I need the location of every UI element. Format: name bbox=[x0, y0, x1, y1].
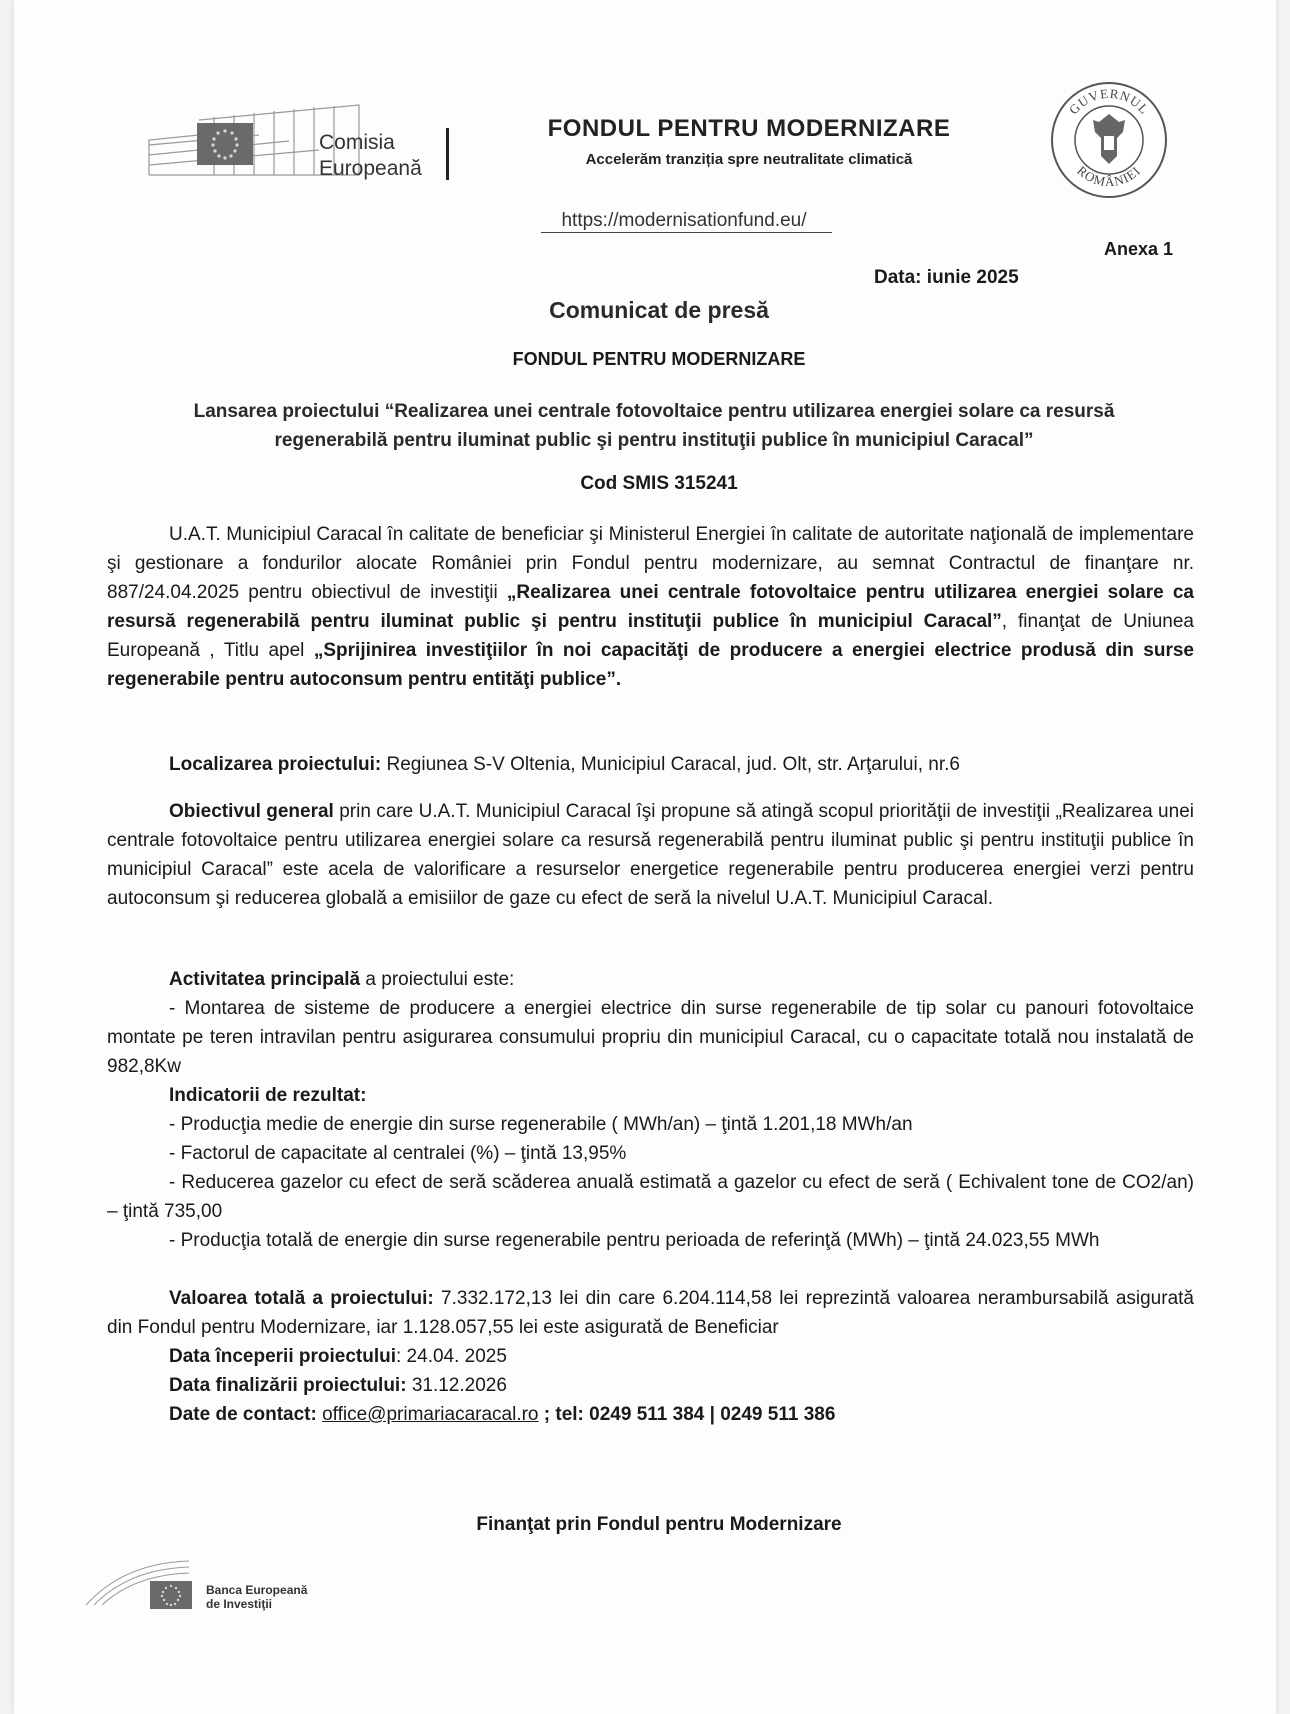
logo-divider bbox=[446, 128, 449, 180]
ec-logo-line2: Europeană bbox=[319, 157, 422, 180]
launch-title-line2: regenerabilă pentru iluminat public şi pentru instituţii publice în municipiul Caracal” bbox=[274, 430, 1034, 451]
indicator-item: - Factorul de capacitate al centralei (%) – ţintă 13,95% bbox=[169, 1143, 627, 1164]
location-paragraph bbox=[107, 750, 1194, 779]
location-label: Localizarea proiectului: bbox=[169, 754, 382, 775]
total-value-paragraph bbox=[107, 1284, 1194, 1342]
ec-logo-text bbox=[319, 130, 422, 182]
government-seal-logo bbox=[1049, 80, 1169, 200]
intro-project-name: „Realizarea unei centrale fotovoltaice pentru utilizarea energiei solare ca resursă regenerabilă pentru iluminat public şi pentru instituţii publice în municipiul Caracal” bbox=[107, 582, 1194, 632]
indicator-item: - Reducerea gazelor cu efect de seră scăderea anuală estimată a gazelor cu efect de seră ( Echivalent tone de CO2/an) – ţintă 735,00 bbox=[107, 1172, 1194, 1222]
start-date-label: Data începerii proiectului bbox=[169, 1346, 396, 1367]
press-release-title: Comunicat de presă bbox=[549, 297, 769, 323]
contact-phones: ; tel: 0249 511 384 | 0249 511 386 bbox=[538, 1404, 836, 1425]
end-date-label: Data finalizării proiectului: bbox=[169, 1375, 407, 1396]
fund-subtitle: Accelerăm tranziția spre neutralitate climatică bbox=[585, 151, 913, 168]
eib-line2: de Investiţii bbox=[206, 1597, 273, 1611]
indicator-item: - Producţia totală de energie din surse regenerabile pentru perioada de referinţă (MWh) – ţintă 24.023,55 MWh bbox=[169, 1230, 1100, 1251]
indicators-heading bbox=[107, 1081, 1194, 1110]
start-date-value: : 24.04. 2025 bbox=[396, 1346, 507, 1367]
intro-paragraph bbox=[107, 520, 1194, 694]
contact-label: Date de contact: bbox=[169, 1404, 323, 1425]
eib-logo bbox=[84, 1555, 194, 1610]
indicator-item: - Producţia medie de energie din surse regenerabile ( MWh/an) – ţintă 1.201,18 MWh/an bbox=[169, 1114, 913, 1135]
objective-paragraph bbox=[107, 797, 1194, 913]
end-date bbox=[107, 1371, 1194, 1400]
link-underline bbox=[541, 232, 832, 233]
date-label: Data: iunie 2025 bbox=[874, 267, 1019, 288]
smis-code: Cod SMIS 315241 bbox=[580, 473, 738, 494]
project-launch-title bbox=[104, 397, 1204, 455]
activity-item: - Montarea de sisteme de producere a energiei electrice din surse regenerabile de tip solar cu panouri fotovoltaice montate pe teren intravilan pentru asigurarea consumului propriu din municipiul Caracal, cu o capacitate totală nou instalată de 982,8Kw bbox=[107, 998, 1194, 1077]
end-date-value: 31.12.2026 bbox=[406, 1375, 507, 1396]
total-value-text: 7.332.172,13 lei din care 6.204.114,58 lei reprezintă valoarea nerambursabilă asigurată din Fondul pentru Modernizare, iar 1.128.057,55 lei este asigurată de Beneficiar bbox=[107, 1288, 1194, 1338]
objective-text: prin care U.A.T. Municipiul Caracal îşi propune să atingă scopul priorităţii de investiţii „Realizarea unei centrale fotovoltaice pentru utilizarea energiei solare ca resursă regenerabilă pentru iluminat public şi pentru instituţii publice în municipiul Caracal” este acela de valorificare a resurselor energetice regenerabile pentru producerea energiei verzi pentru autoconsum şi reducerea globală a emisiilor de gaze cu efect de seră la nivelul U.A.T. Municipiul Caracal. bbox=[107, 801, 1194, 909]
activity-label: Activitatea principală bbox=[169, 969, 361, 990]
intro-text: U.A.T. Municipiul Caracal în calitate de beneficiar şi Ministerul Energiei în calitate de autoritate naţională de implementare şi gestionare a fondurilor alocate României prin Fondul pentru modernizare, au semnat Contractul de finanţare nr. 887/24.04.2025 pentru obiectivul de investiţii bbox=[107, 524, 1194, 603]
total-value-label: Valoarea totală a proiectului: bbox=[169, 1288, 434, 1309]
start-date bbox=[107, 1342, 1194, 1371]
eib-line1: Banca Europeană bbox=[206, 1583, 308, 1597]
intro-call-title: „Sprijinirea investiţiilor în noi capacităţi de producere a energiei electrice produsă din surse regenerabile pentru autoconsum pentru entităţi publice”. bbox=[107, 640, 1194, 690]
contact-line bbox=[107, 1400, 1194, 1429]
eib-logo-text bbox=[206, 1583, 307, 1611]
contact-email-link[interactable]: office@primariacaracal.ro bbox=[322, 1404, 539, 1425]
activity-heading bbox=[107, 965, 1194, 994]
location-value: Regiunea S-V Oltenia, Municipiul Caracal, jud. Olt, str. Arţarului, nr.6 bbox=[381, 754, 960, 775]
ec-logo-line1: Comisia bbox=[319, 131, 395, 154]
fund-title: FONDUL PENTRU MODERNIZARE bbox=[547, 115, 951, 142]
website-link[interactable]: https://modernisationfund.eu/ bbox=[561, 210, 807, 231]
indicators-label: Indicatorii de rezultat: bbox=[169, 1085, 367, 1106]
seal-top-text: GUVERNUL bbox=[1065, 85, 1153, 118]
launch-title-line1: Lansarea proiectului “Realizarea unei centrale fotovoltaice pentru utilizarea energiei solare ca resursă bbox=[193, 401, 1115, 422]
intro-text-2: , finanţat de Uniunea Europeană , Titlu apel bbox=[107, 611, 1194, 661]
funded-by-note: Finanţat prin Fondul pentru Modernizare bbox=[476, 1514, 842, 1535]
annex-label: Anexa 1 bbox=[1104, 239, 1174, 259]
fund-heading: FONDUL PENTRU MODERNIZARE bbox=[512, 349, 806, 369]
objective-label: Obiectivul general bbox=[169, 801, 334, 822]
document-page bbox=[14, 0, 1276, 1714]
activity-label-suffix: a proiectului este: bbox=[360, 969, 515, 990]
seal-bottom-text: ROMÂNIEI bbox=[1074, 162, 1144, 190]
